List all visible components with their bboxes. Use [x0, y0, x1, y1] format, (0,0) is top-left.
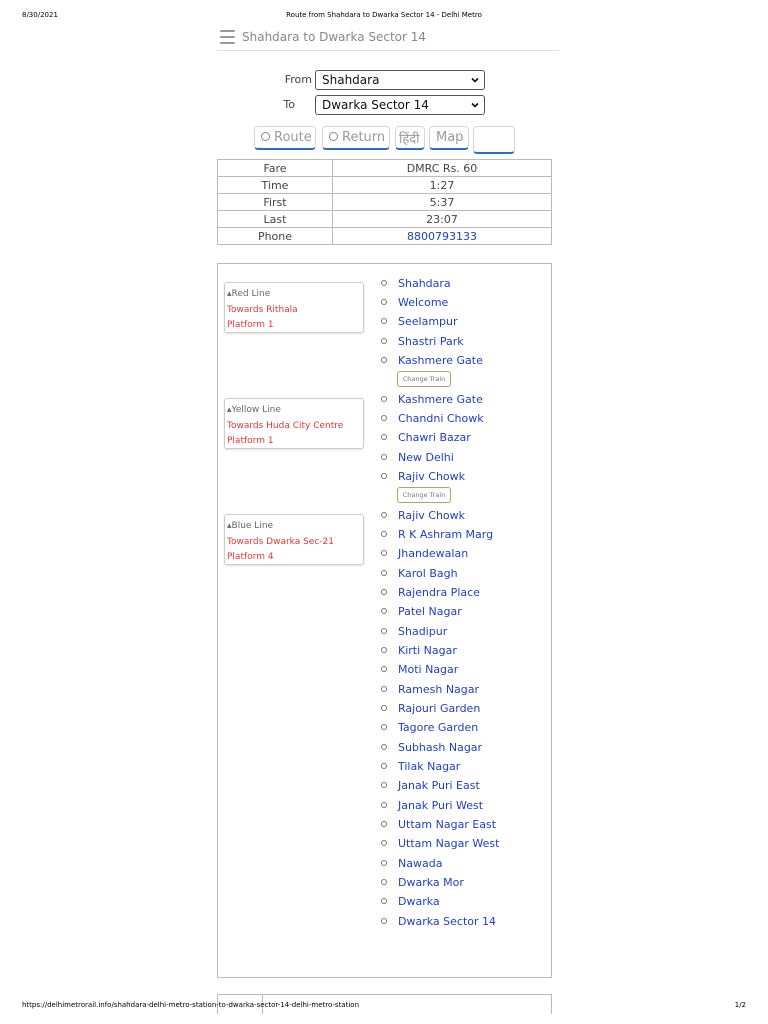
phone-link[interactable]: 8800793133: [333, 228, 552, 245]
station-dot-icon: [381, 821, 387, 827]
line-platform: Platform 1: [227, 320, 274, 330]
station-dot-icon: [381, 299, 387, 305]
line-towards: Towards Huda City Centre: [227, 420, 344, 431]
table-row: [218, 177, 552, 194]
station-dot-icon: [381, 802, 387, 808]
station-dot-icon: [381, 744, 387, 750]
station-dot-icon: [381, 589, 387, 595]
first-label: First: [218, 194, 333, 211]
station-dot-icon: [381, 860, 387, 866]
station-dot-icon: [381, 512, 387, 518]
phone-label: Phone: [218, 228, 333, 245]
route-info-table: [217, 159, 552, 245]
tab-return[interactable]: Return: [322, 126, 390, 150]
time-value: 1:27: [333, 177, 552, 194]
station-dot-icon: [381, 763, 387, 769]
first-value: 5:37: [333, 194, 552, 211]
tab-hindi[interactable]: हिंदी: [395, 126, 425, 150]
page-number: 1/2: [734, 1001, 746, 1009]
top-bar: [217, 26, 559, 51]
station-dot-icon: [381, 666, 387, 672]
from-select-value: Shahdara: [322, 73, 380, 87]
line-name: Red Line: [231, 289, 271, 299]
station-dot-icon: [381, 338, 387, 344]
route-panel: [217, 263, 552, 978]
station-dot-icon: [381, 454, 387, 460]
station-dot-icon: [381, 918, 387, 924]
station-dot-icon: [381, 473, 387, 479]
station-dot-icon: [381, 570, 387, 576]
to-select[interactable]: [315, 95, 485, 115]
line-card-yellow: ▴Yellow Line Towards Huda City Centre Platform 1: [224, 398, 364, 449]
from-label: From: [284, 73, 312, 86]
print-date: 8/30/2021: [22, 11, 58, 19]
station-dot-icon: [381, 280, 387, 286]
change-train-badge[interactable]: Change Train: [397, 487, 451, 503]
last-value: 23:07: [333, 211, 552, 228]
station-dot-icon: [381, 628, 387, 634]
line-card-blue: ▴Blue Line Towards Dwarka Sec-21 Platform 4: [224, 514, 364, 565]
table-row: [218, 160, 552, 177]
line-name: Yellow Line: [231, 405, 281, 415]
station-dot-icon: [381, 550, 387, 556]
table-row: [218, 228, 552, 245]
line-platform: Platform 4: [227, 552, 274, 562]
to-select-value: Dwarka Sector 14: [322, 98, 429, 112]
tab-route[interactable]: Route: [254, 126, 316, 150]
chevron-down-icon: [471, 101, 479, 109]
last-label: Last: [218, 211, 333, 228]
tab-map[interactable]: Map: [429, 126, 469, 150]
station-dot-icon: [381, 840, 387, 846]
chevron-down-icon: [471, 76, 479, 84]
page-title: Shahdara to Dwarka Sector 14: [242, 30, 427, 44]
station-dot-icon: [381, 318, 387, 324]
station-dot-icon: [381, 608, 387, 614]
print-url: https://delhimetrorail.info/shahdara-delhi-metro-station-to-dwarka-sector-14-delhi-metro-station: [22, 1001, 360, 1009]
line-name: Blue Line: [231, 521, 274, 531]
radio-circle-icon: [329, 132, 338, 141]
line-card-red: ▴Red Line Towards Rithala Platform 1: [224, 282, 364, 333]
line-towards: Towards Rithala: [227, 304, 298, 315]
station-dot-icon: [381, 434, 387, 440]
station-dot-icon: [381, 647, 387, 653]
station-dot-icon: [381, 724, 387, 730]
station-dot-icon: [381, 898, 387, 904]
print-title: Route from Shahdara to Dwarka Sector 14 - Delhi Metro: [286, 11, 482, 19]
hamburger-icon[interactable]: [220, 30, 235, 44]
print-header: [22, 11, 746, 21]
to-label: To: [283, 98, 295, 111]
line-towards: Towards Dwarka Sec-21: [227, 536, 334, 547]
fare-value: DMRC Rs. 60: [333, 160, 552, 177]
line-platform: Platform 1: [227, 436, 274, 446]
table-row: [218, 211, 552, 228]
table-row: [218, 194, 552, 211]
station-dot-icon: [381, 705, 387, 711]
fare-label: Fare: [218, 160, 333, 177]
station-dot-icon: [381, 782, 387, 788]
station-dot-icon: [381, 531, 387, 537]
station-dot-icon: [381, 879, 387, 885]
tab-empty[interactable]: [473, 126, 515, 154]
from-select[interactable]: [315, 70, 485, 90]
station-dot-icon: [381, 396, 387, 402]
time-label: Time: [218, 177, 333, 194]
station-dot-icon: [381, 415, 387, 421]
print-footer: [22, 1001, 746, 1011]
change-train-badge[interactable]: Change Train: [397, 371, 451, 387]
radio-circle-icon: [261, 132, 270, 141]
station-dot-icon: [381, 686, 387, 692]
station-dot-icon: [381, 357, 387, 363]
